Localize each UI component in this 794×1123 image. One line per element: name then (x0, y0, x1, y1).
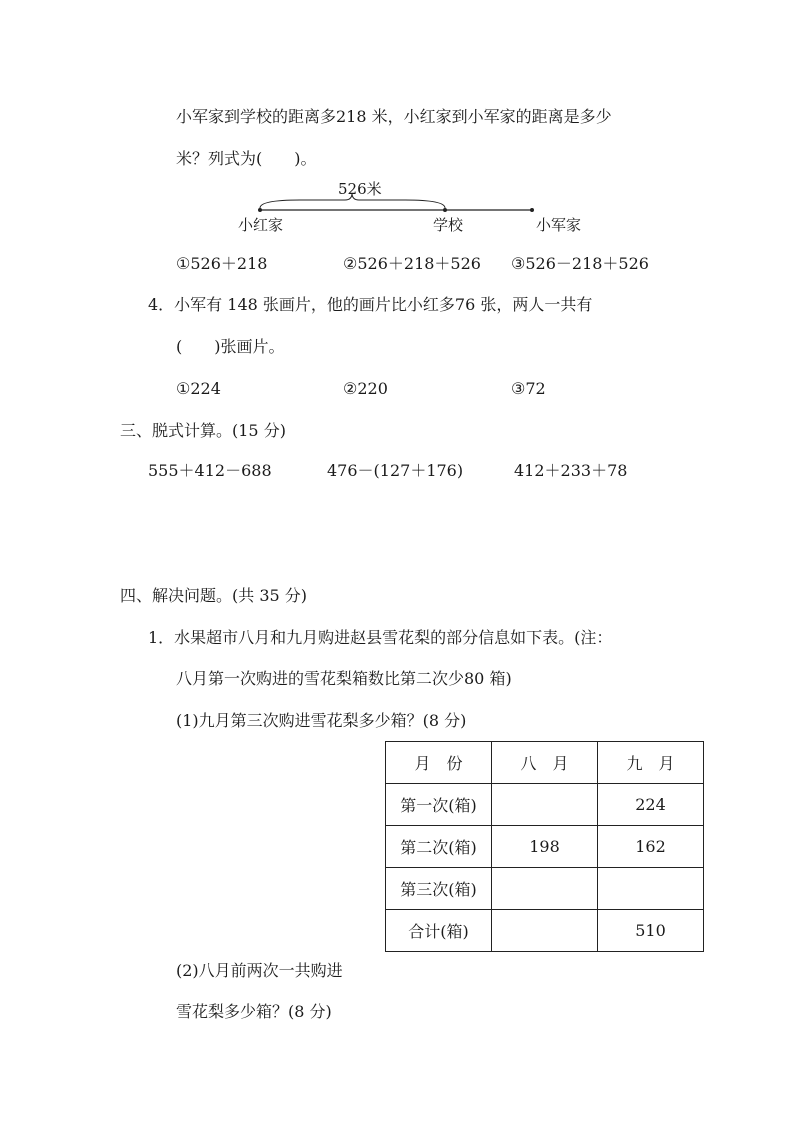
q3-option-2: ②526＋218＋526 (343, 254, 481, 273)
cell-september (598, 868, 704, 910)
q4-text-line2: ( )张画片。 (176, 337, 285, 356)
pear-purchase-table (385, 741, 704, 952)
table-row (386, 910, 704, 952)
q4-text-line1: 4．小军有 148 张画片，他的画片比小红多76 张，两人一共有 (148, 295, 593, 314)
row-label: 第三次(箱) (386, 868, 492, 910)
distance-label: 526米 (338, 180, 382, 198)
q3-option-3: ③526－218＋526 (511, 254, 649, 273)
table-row (386, 826, 704, 868)
header-september: 九 月 (598, 742, 704, 784)
cell-september: 162 (598, 826, 704, 868)
q3-text-line2: 米？列式为( )。 (176, 149, 317, 168)
q3-text-line1: 小军家到学校的距离多218 米，小红家到小军家的距离是多少 (176, 107, 612, 126)
cell-september: 224 (598, 784, 704, 826)
cell-september: 510 (598, 910, 704, 952)
header-month: 月 份 (386, 742, 492, 784)
exercise-3: 412＋233＋78 (514, 461, 628, 480)
row-label: 第一次(箱) (386, 784, 492, 826)
subquestion-2-line2: 雪花梨多少箱？(8 分) (176, 1002, 332, 1021)
problem1-line2: 八月第一次购进的雪花梨箱数比第二次少80 箱) (176, 669, 512, 688)
q4-option-3: ③72 (511, 379, 546, 398)
label-xiaojun-home: 小军家 (536, 216, 582, 234)
exercise-2: 476－(127＋176) (327, 461, 464, 480)
q3-option-1: ①526＋218 (176, 254, 268, 273)
row-label: 合计(箱) (386, 910, 492, 952)
table-row (386, 784, 704, 826)
cell-august (492, 784, 598, 826)
cell-august: 198 (492, 826, 598, 868)
label-school: 学校 (433, 216, 464, 234)
row-label: 第二次(箱) (386, 826, 492, 868)
subquestion-1: (1)九月第三次购进雪花梨多少箱？(8 分) (176, 711, 467, 730)
q4-option-1: ①224 (176, 379, 221, 398)
section4-heading: 四、解决问题。(共 35 分) (120, 586, 308, 605)
table-row (386, 868, 704, 910)
cell-august (492, 868, 598, 910)
q4-option-2: ②220 (343, 379, 388, 398)
problem1-line1: 1．水果超市八月和九月购进赵县雪花梨的部分信息如下表。(注： (148, 628, 613, 647)
cell-august (492, 910, 598, 952)
header-august: 八 月 (492, 742, 598, 784)
subquestion-2-line1: (2)八月前两次一共购进 (176, 961, 343, 980)
section3-heading: 三、脱式计算。(15 分) (120, 421, 286, 440)
exercise-1: 555＋412－688 (148, 461, 272, 480)
table-header-row (386, 742, 704, 784)
distance-diagram (230, 176, 590, 236)
label-xiaohong-home: 小红家 (238, 216, 284, 234)
